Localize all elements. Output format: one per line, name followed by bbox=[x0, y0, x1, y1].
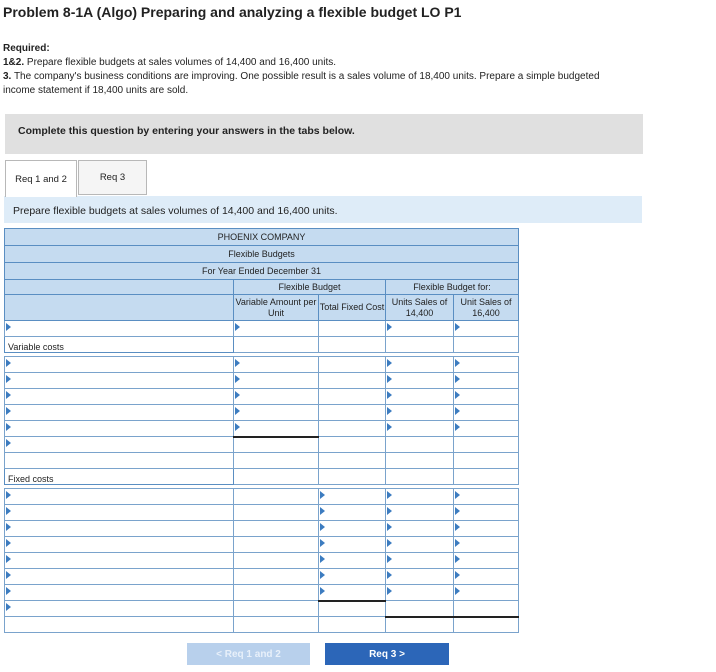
row-label-input[interactable] bbox=[5, 585, 234, 601]
col-total-fixed: Total Fixed Cost bbox=[319, 295, 386, 321]
instruction-banner bbox=[5, 114, 643, 154]
row-label-input[interactable] bbox=[5, 537, 234, 553]
cell-input[interactable] bbox=[386, 357, 454, 373]
cell-input[interactable] bbox=[386, 537, 454, 553]
row-label-input[interactable] bbox=[5, 569, 234, 585]
row-label-input[interactable] bbox=[5, 357, 234, 373]
cell-input[interactable] bbox=[386, 389, 454, 405]
cell-input[interactable] bbox=[386, 601, 454, 617]
page-title: Problem 8-1A (Algo) Preparing and analyzing a flexible budget LO P1 bbox=[3, 4, 462, 20]
col-variable-amount: Variable Amount per Unit bbox=[234, 295, 319, 321]
cell-input[interactable] bbox=[386, 453, 454, 469]
col-units-16400: Unit Sales of 16,400 bbox=[454, 295, 519, 321]
cell-input[interactable] bbox=[386, 469, 454, 485]
total-input[interactable] bbox=[386, 617, 454, 633]
cell-input[interactable] bbox=[386, 421, 454, 437]
cell-input[interactable] bbox=[319, 569, 386, 585]
row-label-input[interactable] bbox=[5, 321, 234, 337]
requirement-3-cont: income statement if 18,400 units are sold. bbox=[3, 85, 189, 96]
row-label-input[interactable] bbox=[5, 489, 234, 505]
cell-input[interactable] bbox=[386, 489, 454, 505]
total-input[interactable] bbox=[319, 601, 386, 617]
cell-input[interactable] bbox=[454, 537, 519, 553]
cell-input[interactable] bbox=[454, 569, 519, 585]
cell-input[interactable] bbox=[234, 617, 319, 633]
banner-text: Complete this question by entering your answers in the tabs below. bbox=[18, 125, 355, 137]
cell-input[interactable] bbox=[454, 337, 519, 353]
cell-input[interactable] bbox=[234, 321, 319, 337]
cell-input[interactable] bbox=[319, 373, 386, 389]
cell-input[interactable] bbox=[319, 405, 386, 421]
cell-input[interactable] bbox=[319, 537, 386, 553]
cell-input[interactable] bbox=[454, 469, 519, 485]
cell-input[interactable] bbox=[319, 357, 386, 373]
cell-input[interactable] bbox=[319, 469, 386, 485]
row-label-input[interactable] bbox=[5, 553, 234, 569]
cell-input[interactable] bbox=[319, 489, 386, 505]
cell-input[interactable] bbox=[319, 521, 386, 537]
cell-input[interactable] bbox=[386, 405, 454, 421]
cell-input[interactable] bbox=[386, 585, 454, 601]
statement-title: Flexible Budgets bbox=[5, 246, 519, 263]
cell-input[interactable] bbox=[386, 337, 454, 353]
cell-input[interactable] bbox=[234, 357, 319, 373]
cell-input[interactable] bbox=[386, 521, 454, 537]
cell-input[interactable] bbox=[234, 337, 319, 353]
cell-input[interactable] bbox=[234, 373, 319, 389]
cell-input[interactable] bbox=[319, 389, 386, 405]
header-blank bbox=[5, 280, 234, 295]
group-flexible-budget-for: Flexible Budget for: bbox=[386, 280, 519, 295]
next-tab-button[interactable]: Req 3 > bbox=[325, 643, 449, 665]
cell-input[interactable] bbox=[454, 601, 519, 617]
cell-input[interactable] bbox=[454, 357, 519, 373]
cell-input[interactable] bbox=[454, 437, 519, 453]
row-label-input[interactable] bbox=[5, 617, 234, 633]
tab-req-1-and-2[interactable]: Req 1 and 2 bbox=[5, 160, 77, 197]
row-label-input[interactable] bbox=[5, 421, 234, 437]
cell-input[interactable] bbox=[454, 421, 519, 437]
header-blank bbox=[5, 295, 234, 321]
cell-input[interactable] bbox=[386, 505, 454, 521]
group-flexible-budget: Flexible Budget bbox=[234, 280, 386, 295]
cell-input[interactable] bbox=[386, 321, 454, 337]
cell-input[interactable] bbox=[234, 453, 319, 469]
cell-input[interactable] bbox=[319, 585, 386, 601]
cell-input[interactable] bbox=[454, 453, 519, 469]
statement-period: For Year Ended December 31 bbox=[5, 263, 519, 280]
row-label-input[interactable] bbox=[5, 405, 234, 421]
flexible-budget-table bbox=[4, 228, 519, 633]
cell-input[interactable] bbox=[234, 601, 319, 617]
col-units-14400: Units Sales of 14,400 bbox=[386, 295, 454, 321]
cell-input[interactable] bbox=[454, 489, 519, 505]
cell-input[interactable] bbox=[234, 585, 319, 601]
cell-input[interactable] bbox=[454, 321, 519, 337]
cell-input[interactable] bbox=[454, 405, 519, 421]
req-number: 1&2. bbox=[3, 57, 25, 68]
row-label-input[interactable] bbox=[5, 373, 234, 389]
row-label-input[interactable] bbox=[5, 601, 234, 617]
cell-input[interactable] bbox=[454, 585, 519, 601]
row-label-input[interactable] bbox=[5, 389, 234, 405]
company-name: PHOENIX COMPANY bbox=[5, 229, 519, 246]
cell-input[interactable] bbox=[234, 405, 319, 421]
cell-input[interactable] bbox=[319, 505, 386, 521]
cell-input[interactable] bbox=[386, 569, 454, 585]
cell-input[interactable] bbox=[386, 437, 454, 453]
prev-tab-button[interactable]: < Req 1 and 2 bbox=[187, 643, 310, 665]
tab-instruction: Prepare flexible budgets at sales volumes of 14,400 and 16,400 units. bbox=[4, 196, 642, 223]
cell-input[interactable] bbox=[454, 389, 519, 405]
cell-input[interactable] bbox=[234, 505, 319, 521]
requirement-3 bbox=[3, 70, 713, 84]
cell-input[interactable] bbox=[234, 489, 319, 505]
required-label: Required: bbox=[3, 43, 50, 54]
cell-input[interactable] bbox=[319, 617, 386, 633]
cell-input[interactable] bbox=[234, 389, 319, 405]
cell-input[interactable] bbox=[454, 505, 519, 521]
cell-input[interactable] bbox=[234, 553, 319, 569]
cell-input[interactable] bbox=[386, 553, 454, 569]
req-text: The company's business conditions are improving. One possible result is a sales volume of 18,400 units. Prepare a simple budgeted bbox=[13, 71, 600, 82]
cell-input[interactable] bbox=[234, 521, 319, 537]
cell-input[interactable] bbox=[234, 569, 319, 585]
variable-costs-label: Variable costs bbox=[5, 337, 234, 353]
tab-req-3[interactable]: Req 3 bbox=[78, 160, 147, 195]
cell-input[interactable] bbox=[319, 553, 386, 569]
cell-input[interactable] bbox=[319, 421, 386, 437]
cell-input[interactable] bbox=[319, 321, 386, 337]
cell-input[interactable] bbox=[319, 453, 386, 469]
cell-input[interactable] bbox=[234, 469, 319, 485]
row-label-input[interactable] bbox=[5, 521, 234, 537]
cell-input[interactable] bbox=[234, 421, 319, 437]
row-label-input[interactable] bbox=[5, 437, 234, 453]
row-label-input[interactable] bbox=[5, 505, 234, 521]
cell-input[interactable] bbox=[319, 337, 386, 353]
cell-input[interactable] bbox=[234, 537, 319, 553]
requirement-1-2 bbox=[3, 56, 713, 70]
cell-input[interactable] bbox=[454, 521, 519, 537]
req-text: Prepare flexible budgets at sales volumes of 14,400 and 16,400 units. bbox=[26, 57, 336, 68]
cell-input[interactable] bbox=[319, 437, 386, 453]
cell-input[interactable] bbox=[386, 373, 454, 389]
req-number: 3. bbox=[3, 71, 12, 82]
total-input[interactable] bbox=[234, 437, 319, 453]
cell-input[interactable] bbox=[454, 553, 519, 569]
fixed-costs-label: Fixed costs bbox=[5, 469, 234, 485]
total-input[interactable] bbox=[454, 617, 519, 633]
cell-input[interactable] bbox=[454, 373, 519, 389]
row-label-input[interactable] bbox=[5, 453, 234, 469]
